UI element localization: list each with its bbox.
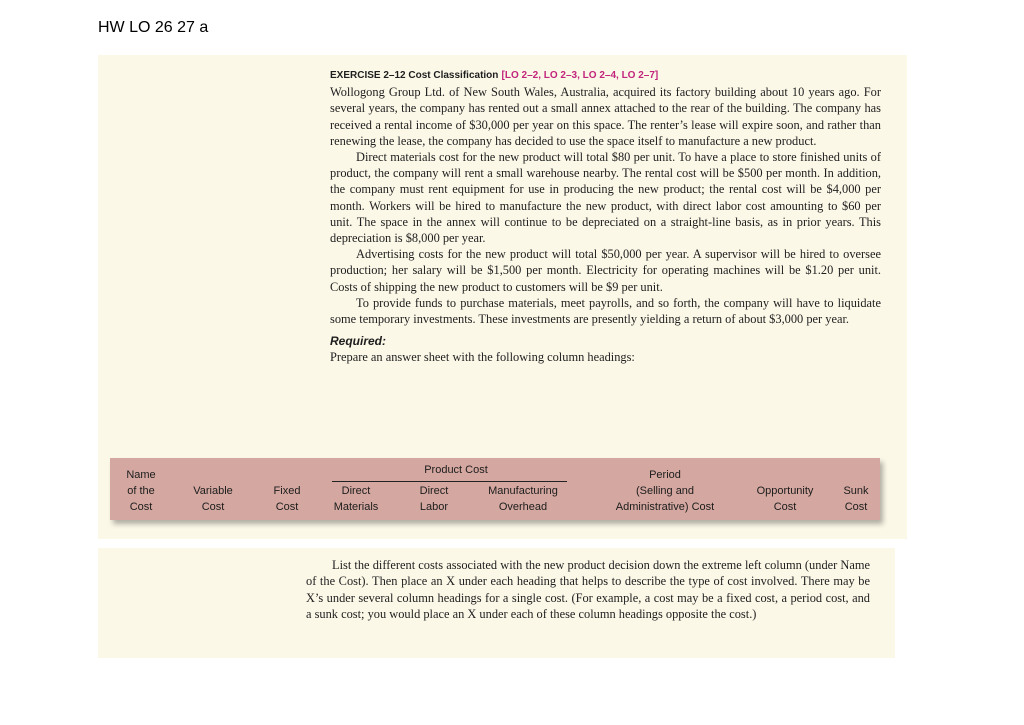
product-cost-underline	[332, 481, 567, 482]
col-name-of-cost: Name of the Cost	[126, 469, 156, 513]
col-opportunity-cost: Opportunity Cost	[756, 485, 814, 513]
col-sunk-cost: Sunk Cost	[843, 485, 869, 513]
col-direct-materials: Direct Materials	[333, 485, 379, 513]
product-cost-group-header: Product Cost	[424, 464, 488, 476]
col-manufacturing-overhead: Manufacturing Overhead	[488, 485, 558, 513]
exercise-paragraph-2: Direct materials cost for the new product will total $80 per unit. To have a place to store finished units of product, the company will rent a small warehouse nearby. The rental cost will be $500 per month. In addition, the company must rent equipment for use in producing the new product; the rental cost will be $4,000 per month. Workers will be hired to manufacture the new product, with direct labor cost amounting to $60 per unit. The space in the annex will continue to be depreciated on a straight-line basis, as in prior years. This depreciation is $8,000 per year.	[330, 150, 881, 246]
instructions-text: List the different costs associated with the new product decision down the extreme left column (under Name of the Cost). Then place an X under each heading that helps to describe the type of cost involved. There may be X’s under several column headings for a single cost. (For example, a cost may be a fixed cost, a period cost, and a sunk cost; you would place an X under each of these column headings opposite the cost.)	[306, 558, 870, 622]
exercise-title: EXERCISE 2–12 Cost Classification	[330, 70, 499, 81]
page-heading: HW LO 26 27 a	[98, 19, 209, 36]
col-period-cost: Period (Selling and Administrative) Cost	[615, 469, 715, 513]
exercise-paragraph-4: To provide funds to purchase materials, meet payrolls, and so forth, the company will have to liquidate some temporary investments. These investments are presently yielding a return of about $3,000 per year.	[330, 295, 881, 327]
exercise-paragraph-1: Wollogong Group Ltd. of New South Wales, Australia, acquired its factory building about 10 years ago. For several years, the company has rented out a small annex attached to the rear of the building. The company has received a rental income of $30,000 per year on this space. The renter’s lease will expire soon, and rather than renewing the lease, the company has decided to use the space itself to manufacture a new product.	[330, 85, 881, 148]
column-headings-table	[110, 458, 880, 520]
required-label: Required:	[330, 334, 387, 349]
exercise-paragraph-3: Advertising costs for the new product will total $50,000 per year. A supervisor will be hired to oversee production; her salary will be $1,500 per month. Electricity for operating machines will be $1.20 per unit. Costs of shipping the new product to customers will be $9 per unit.	[330, 247, 881, 294]
exercise-content	[330, 66, 881, 366]
col-variable-cost: Variable Cost	[193, 485, 233, 513]
col-fixed-cost: Fixed Cost	[273, 485, 301, 513]
required-text: Prepare an answer sheet with the following column headings:	[330, 350, 635, 365]
col-direct-labor: Direct Labor	[419, 485, 449, 513]
exercise-lo-refs: [LO 2–2, LO 2–3, LO 2–4, LO 2–7]	[501, 70, 659, 81]
exercise-header	[330, 66, 881, 84]
